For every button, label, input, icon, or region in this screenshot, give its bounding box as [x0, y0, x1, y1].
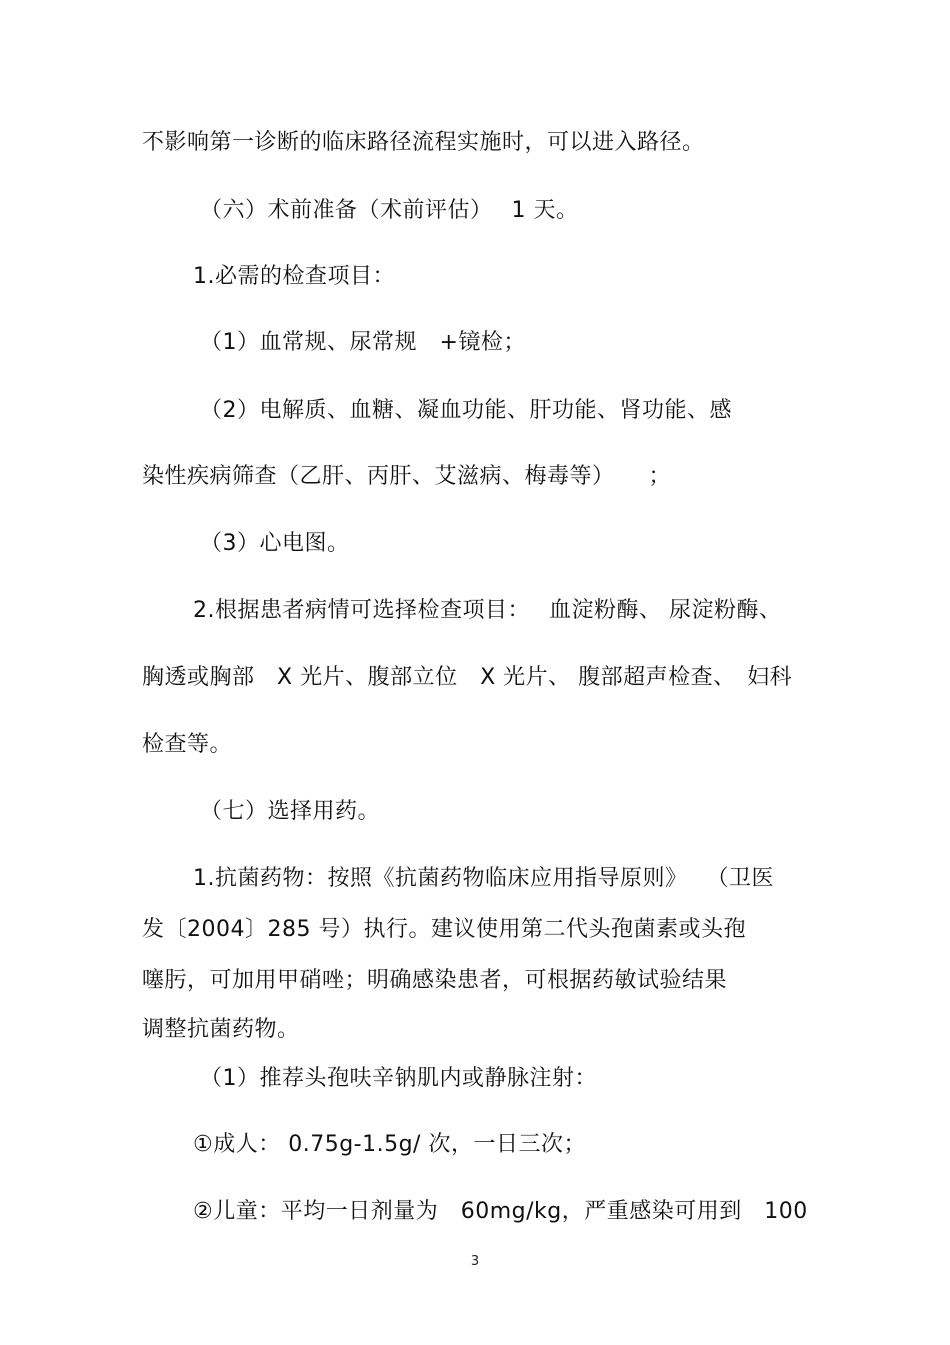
text-line-3: 1.必需的检查项目：	[193, 264, 395, 289]
text-line-14: 噻肟，可加用甲硝唑；明确感染患者，可根据药敏试验结果	[142, 968, 728, 993]
text-line-10: 检查等。	[142, 732, 233, 757]
text-line-11: （七）选择用药。	[200, 799, 381, 824]
text-line-4: （1）血常规、尿常规 +镜检；	[200, 330, 526, 355]
text-line-13: 发〔2004〕285 号）执行。建议使用第二代头孢菌素或头孢	[142, 917, 746, 942]
text-line-12: 1.抗菌药物：按照《抗菌药物临床应用指导原则》 （卫医	[193, 866, 774, 891]
text-line-9: 胸透或胸部 X 光片、腹部立位 X 光片、 腹部超声检查、 妇科	[142, 665, 793, 690]
page-number: 3	[470, 1254, 480, 1269]
text-line-6: 染性疾病筛查（乙肝、丙肝、艾滋病、梅毒等） ；	[142, 464, 672, 489]
text-line-16: （1）推荐头孢呋辛钠肌内或静脉注射：	[200, 1066, 597, 1091]
text-line-15: 调整抗菌药物。	[142, 1017, 300, 1042]
text-line-8: 2.根据患者病情可选择检查项目： 血淀粉酶、 尿淀粉酶、	[193, 598, 782, 623]
text-line-7: （3）心电图。	[200, 531, 350, 556]
text-line-17: ①成人： 0.75g-1.5g/ 次，一日三次；	[193, 1132, 586, 1157]
text-line-2: （六）术前准备（术前评估） 1 天。	[200, 198, 579, 223]
text-line-5: （2）电解质、血糖、凝血功能、肝功能、肾功能、感	[200, 398, 732, 423]
text-line-18: ②儿童：平均一日剂量为 60mg/kg，严重感染可用到 100	[193, 1199, 808, 1224]
text-line-1: 不影响第一诊断的临床路径流程实施时，可以进入路径。	[142, 130, 705, 155]
